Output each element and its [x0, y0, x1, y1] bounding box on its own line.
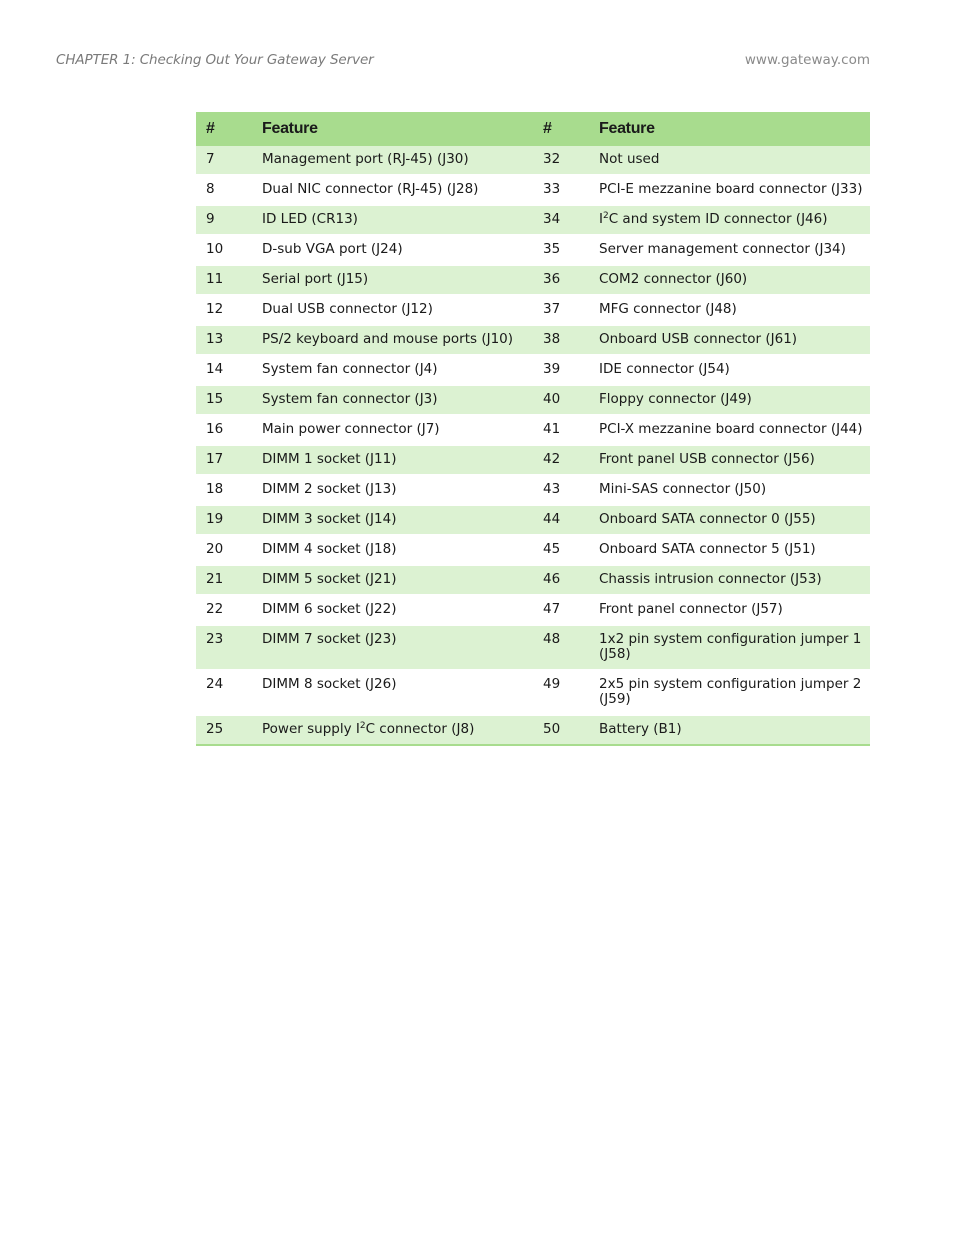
- row-number-2: 44: [533, 505, 589, 535]
- header-number-1: #: [196, 112, 252, 146]
- row-number-2: 33: [533, 175, 589, 205]
- row-number-2: 50: [533, 715, 589, 745]
- row-feature-1: System fan connector (J4): [252, 355, 533, 385]
- row-feature-1: DIMM 2 socket (J13): [252, 475, 533, 505]
- table-row: [196, 505, 870, 535]
- table-row: [196, 625, 870, 670]
- row-number-2: 36: [533, 265, 589, 295]
- row-number-2: 48: [533, 625, 589, 670]
- row-number-2: 34: [533, 205, 589, 235]
- row-feature-2: 1x2 pin system configuration jumper 1 (J58): [589, 625, 870, 670]
- table-row: [196, 205, 870, 235]
- row-feature-1: DIMM 8 socket (J26): [252, 670, 533, 715]
- row-feature-2: PCI-X mezzanine board connector (J44): [589, 415, 870, 445]
- row-number-1: 23: [196, 625, 252, 670]
- row-number-2: 40: [533, 385, 589, 415]
- row-feature-2: Front panel connector (J57): [589, 595, 870, 625]
- row-number-2: 43: [533, 475, 589, 505]
- row-feature-2: IDE connector (J54): [589, 355, 870, 385]
- feature-table: [196, 112, 870, 746]
- row-feature-2: MFG connector (J48): [589, 295, 870, 325]
- table-row: [196, 670, 870, 715]
- row-feature-1: PS/2 keyboard and mouse ports (J10): [252, 325, 533, 355]
- row-feature-1: DIMM 5 socket (J21): [252, 565, 533, 595]
- row-feature-2: Onboard USB connector (J61): [589, 325, 870, 355]
- header-feature-1: Feature: [252, 112, 533, 146]
- row-number-1: 18: [196, 475, 252, 505]
- table-row: [196, 415, 870, 445]
- table-body: [196, 146, 870, 745]
- row-feature-1: Management port (RJ-45) (J30): [252, 146, 533, 175]
- chapter-header: CHAPTER 1: Checking Out Your Gateway Server: [56, 52, 374, 68]
- row-feature-2: [589, 205, 870, 235]
- row-number-2: 37: [533, 295, 589, 325]
- row-number-2: 42: [533, 445, 589, 475]
- row-feature-2: Not used: [589, 146, 870, 175]
- row-number-1: 8: [196, 175, 252, 205]
- table-row: [196, 535, 870, 565]
- row-feature-1: D-sub VGA port (J24): [252, 235, 533, 265]
- superscript: 2: [602, 211, 609, 221]
- row-feature-1: Main power connector (J7): [252, 415, 533, 445]
- table-header-row: [196, 112, 870, 146]
- row-feature-2: Front panel USB connector (J56): [589, 445, 870, 475]
- row-feature-1: DIMM 6 socket (J22): [252, 595, 533, 625]
- row-number-1: 17: [196, 445, 252, 475]
- row-feature-2: Mini-SAS connector (J50): [589, 475, 870, 505]
- row-feature-1: DIMM 4 socket (J18): [252, 535, 533, 565]
- row-feature-2: PCI-E mezzanine board connector (J33): [589, 175, 870, 205]
- row-feature-1: Dual USB connector (J12): [252, 295, 533, 325]
- feature-text: C connector (J8): [365, 721, 475, 737]
- row-feature-1: System fan connector (J3): [252, 385, 533, 415]
- table-row: [196, 265, 870, 295]
- row-feature-2: Server management connector (J34): [589, 235, 870, 265]
- table-row: [196, 295, 870, 325]
- table-row: [196, 146, 870, 175]
- feature-text: I: [599, 211, 603, 227]
- table-row: [196, 355, 870, 385]
- row-number-2: 32: [533, 146, 589, 175]
- feature-text: C and system ID connector (J46): [608, 211, 828, 227]
- row-number-1: 22: [196, 595, 252, 625]
- row-feature-1: ID LED (CR13): [252, 205, 533, 235]
- table-row: [196, 715, 870, 745]
- row-number-1: 11: [196, 265, 252, 295]
- table-row: [196, 565, 870, 595]
- table-row: [196, 235, 870, 265]
- row-number-1: 25: [196, 715, 252, 745]
- row-feature-2: Floppy connector (J49): [589, 385, 870, 415]
- table-row: [196, 445, 870, 475]
- row-number-1: 16: [196, 415, 252, 445]
- row-number-1: 21: [196, 565, 252, 595]
- table-row: [196, 385, 870, 415]
- row-number-1: 13: [196, 325, 252, 355]
- table-row: [196, 175, 870, 205]
- row-number-2: 45: [533, 535, 589, 565]
- row-feature-1: Dual NIC connector (RJ-45) (J28): [252, 175, 533, 205]
- table-row: [196, 595, 870, 625]
- row-number-2: 49: [533, 670, 589, 715]
- row-feature-2: Battery (B1): [589, 715, 870, 745]
- row-number-2: 39: [533, 355, 589, 385]
- row-number-2: 38: [533, 325, 589, 355]
- row-feature-1: DIMM 7 socket (J23): [252, 625, 533, 670]
- row-number-1: 7: [196, 146, 252, 175]
- row-number-2: 35: [533, 235, 589, 265]
- row-number-1: 9: [196, 205, 252, 235]
- row-number-1: 15: [196, 385, 252, 415]
- row-number-1: 20: [196, 535, 252, 565]
- row-feature-1: DIMM 1 socket (J11): [252, 445, 533, 475]
- row-feature-1: [252, 715, 533, 745]
- row-feature-1: DIMM 3 socket (J14): [252, 505, 533, 535]
- row-feature-2: COM2 connector (J60): [589, 265, 870, 295]
- table-row: [196, 475, 870, 505]
- table-row: [196, 325, 870, 355]
- row-number-1: 12: [196, 295, 252, 325]
- row-feature-1: Serial port (J15): [252, 265, 533, 295]
- row-feature-2: Onboard SATA connector 0 (J55): [589, 505, 870, 535]
- row-feature-2: Chassis intrusion connector (J53): [589, 565, 870, 595]
- row-number-1: 24: [196, 670, 252, 715]
- website-header: www.gateway.com: [744, 52, 870, 68]
- superscript: 2: [359, 721, 366, 731]
- header-feature-2: Feature: [589, 112, 870, 146]
- row-number-2: 46: [533, 565, 589, 595]
- row-feature-2: Onboard SATA connector 5 (J51): [589, 535, 870, 565]
- row-number-1: 10: [196, 235, 252, 265]
- row-number-2: 41: [533, 415, 589, 445]
- header-number-2: #: [533, 112, 589, 146]
- row-number-1: 19: [196, 505, 252, 535]
- row-feature-2: 2x5 pin system configuration jumper 2 (J59): [589, 670, 870, 715]
- row-number-2: 47: [533, 595, 589, 625]
- feature-text: Power supply I: [262, 721, 360, 737]
- row-number-1: 14: [196, 355, 252, 385]
